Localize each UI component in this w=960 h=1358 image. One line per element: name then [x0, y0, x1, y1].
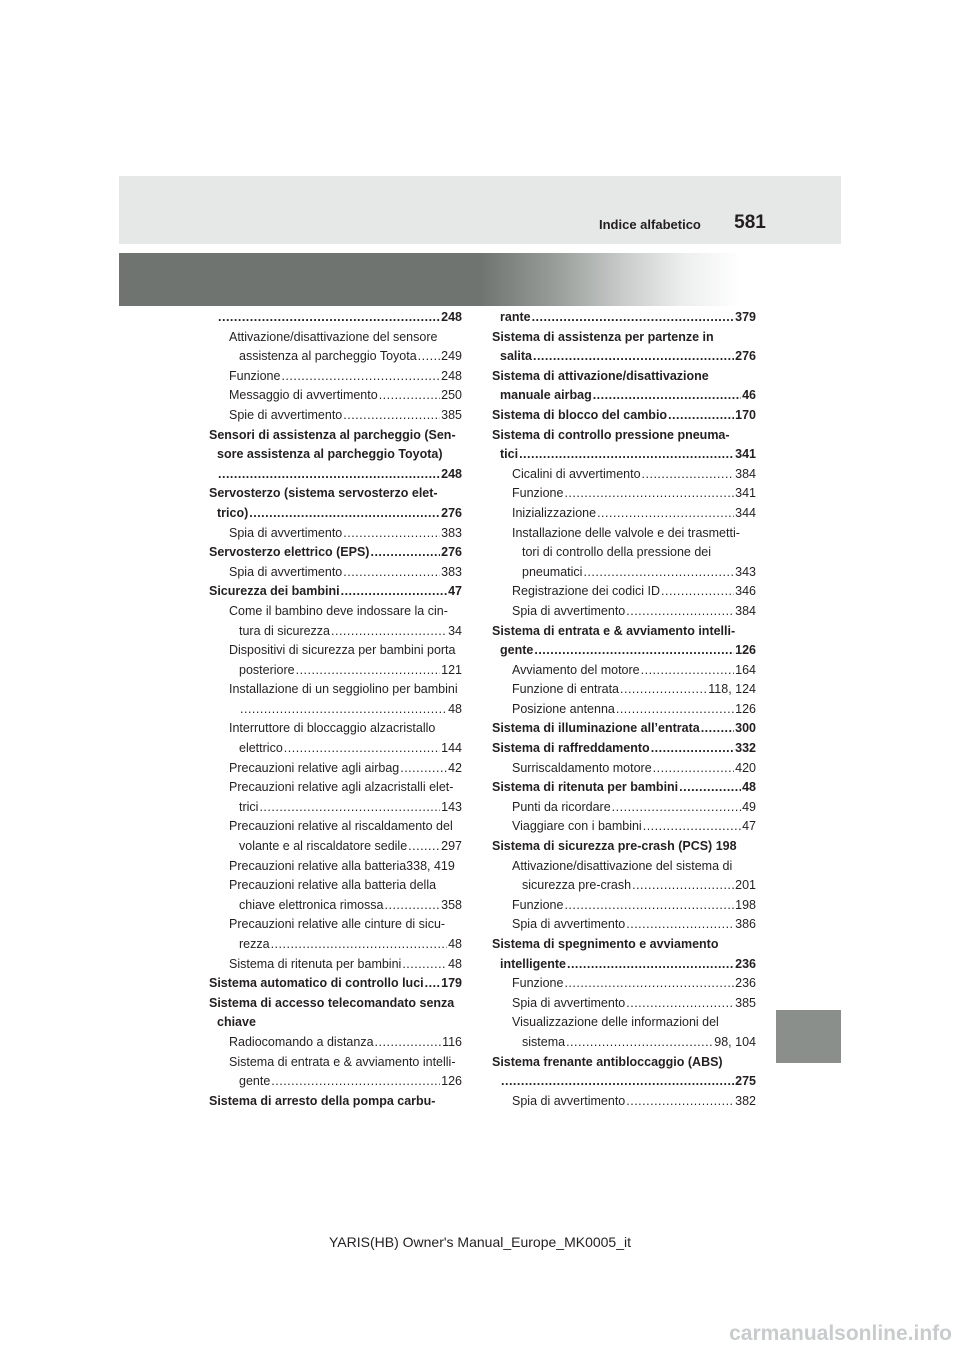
index-entry: [209, 661, 462, 681]
index-entry: [209, 622, 462, 642]
index-entry-text: Attivazione/disattivazione del sistema di: [512, 858, 733, 873]
index-entry-page: 126: [735, 643, 756, 658]
index-entry-page: 385: [735, 995, 756, 1010]
index-entry-text: Spia di avvertimento: [512, 1093, 626, 1108]
index-entry-page: 34: [448, 623, 462, 638]
dot-leader: [218, 308, 440, 328]
page-number: 581: [734, 212, 766, 233]
index-entry: [209, 837, 462, 857]
index-entry: [492, 857, 756, 877]
index-entry-page: 236: [735, 956, 756, 971]
dot-leader: [379, 386, 440, 406]
index-entry-text: Sistema di accesso telecomandato senza: [209, 995, 455, 1010]
index-entry: [209, 857, 462, 877]
index-entry-page: 48: [448, 956, 462, 971]
index-entry-text: Punti da ricordare: [512, 799, 611, 814]
header-gradient-bar: [119, 253, 841, 306]
index-entry: [209, 602, 462, 622]
index-entry-page: 48: [448, 701, 462, 716]
index-entry: [209, 1072, 462, 1092]
index-entry-page: 385: [441, 407, 462, 422]
index-entry-text: Funzione: [512, 486, 564, 501]
index-entry-text: Precauzioni relative agli airbag: [229, 760, 400, 775]
section-title: Indice alfabetico: [599, 217, 701, 232]
dot-leader: [385, 896, 441, 916]
index-entry-text: Cicalini di avvertimento: [512, 466, 641, 481]
dot-leader: [668, 406, 734, 426]
index-entry-text: Sistema automatico di controllo luci: [209, 976, 424, 991]
index-entry-page: 276: [441, 505, 462, 520]
index-entry-text: Funzione di entrata: [512, 682, 620, 697]
dot-leader: [259, 798, 440, 818]
index-entry-text: Sistema di controllo pressione pneuma-: [492, 427, 730, 442]
index-entry-text: Sistema di ritenuta per bambini: [492, 780, 679, 795]
dot-leader: [271, 1072, 440, 1092]
index-entry-text: Dispositivi di sicurezza per bambini porta: [229, 643, 456, 658]
index-entry: [492, 328, 756, 348]
index-entry: [209, 935, 462, 955]
index-entry: [209, 465, 462, 485]
index-entry-text: Funzione: [229, 368, 281, 383]
index-entry: [492, 386, 756, 406]
index-entry: [492, 406, 756, 426]
index-entry-page: 341: [735, 486, 756, 501]
index-entry-text: tici: [500, 447, 519, 462]
index-entry-text: Spie di avvertimento: [229, 407, 343, 422]
index-entry-page: 144: [441, 741, 462, 756]
index-entry-text: Funzione: [512, 976, 564, 991]
index-entry: [492, 308, 756, 328]
index-entry-text: Sistema di blocco del cambio: [492, 407, 668, 422]
index-entry: [209, 798, 462, 818]
index-entry-text: salita: [500, 349, 532, 364]
dot-leader: [653, 759, 734, 779]
index-entry: [492, 935, 756, 955]
index-entry-page: 248: [441, 310, 462, 324]
index-entry: [492, 817, 756, 837]
dot-leader: [341, 582, 448, 602]
index-entry-page: 179: [441, 976, 462, 991]
index-entry: [209, 641, 462, 661]
index-entry: [209, 524, 462, 544]
index-entry-text: elettrico: [239, 741, 283, 756]
index-entry-page: 48: [448, 937, 462, 951]
index-entry: [492, 563, 756, 583]
dot-leader: [402, 955, 447, 975]
index-entry-text: Avviamento del motore: [512, 662, 640, 677]
index-entry: [492, 759, 756, 779]
index-entry: [209, 582, 462, 602]
index-entry: [492, 719, 756, 739]
index-entry: [209, 974, 462, 994]
index-entry: [209, 406, 462, 426]
index-entry: [492, 1072, 756, 1092]
dot-leader: [370, 543, 440, 563]
index-entry-text: gente: [500, 643, 534, 658]
index-entry-text: volante e al riscaldatore sedile: [239, 839, 408, 854]
index-entry-text: Spia di avvertimento: [512, 917, 626, 932]
index-entry-text: Viaggiare con i bambini: [512, 819, 642, 834]
index-entry-text: Precauzioni relative alla batteria della: [229, 878, 437, 893]
index-entry-page: 344: [735, 505, 756, 520]
index-entry-text: Precauzioni relative alla batteria338, 419: [229, 858, 455, 873]
dot-leader: [566, 1033, 713, 1053]
index-entry: [209, 817, 462, 837]
index-entry-page: 384: [735, 603, 756, 618]
index-entry: [492, 661, 756, 681]
dot-leader: [679, 778, 741, 798]
dot-leader: [583, 563, 734, 583]
dot-leader: [593, 386, 741, 406]
index-entry: [492, 1053, 756, 1073]
dot-leader: [643, 817, 741, 837]
index-entry-page: 48: [742, 780, 756, 795]
index-entry-page: 250: [441, 388, 462, 403]
index-entry: [209, 308, 462, 328]
index-entry-page: 47: [448, 584, 462, 599]
index-entry: [492, 700, 756, 720]
index-entry-page: 198: [735, 897, 756, 912]
index-column-left: [209, 308, 462, 1111]
dot-leader: [534, 641, 734, 661]
index-entry-page: 121: [441, 662, 462, 677]
index-entry: [492, 445, 756, 465]
index-entry: [209, 445, 462, 465]
index-entry-text: Come il bambino deve indossare la cin-: [229, 603, 448, 618]
footer-manual-name: YARIS(HB) Owner's Manual_Europe_MK0005_it: [329, 1234, 631, 1250]
index-entry-text: Visualizzazione delle informazioni del: [512, 1015, 719, 1030]
dot-leader: [408, 837, 440, 857]
index-entry-text: Posizione antenna: [512, 701, 615, 716]
index-entry-page: 420: [735, 760, 756, 775]
watermark: carmanualsonline.info: [729, 1322, 952, 1345]
index-entry-page: 126: [735, 701, 756, 716]
index-entry-text: Installazione di un seggiolino per bambini: [229, 682, 458, 697]
index-entry-page: 249: [441, 349, 462, 364]
index-entry-text: Funzione: [512, 897, 564, 912]
dot-leader: [661, 582, 734, 602]
index-entry-text: pneumatici: [522, 564, 583, 579]
index-entry-page: 383: [441, 525, 462, 540]
index-entry-text: Servosterzo elettrico (EPS): [209, 545, 370, 560]
index-entry-text: Surriscaldamento motore: [512, 760, 652, 775]
index-entry: [209, 719, 462, 739]
index-entry: [492, 465, 756, 485]
index-entry: [209, 1013, 462, 1033]
index-entry: [209, 484, 462, 504]
dot-leader: [281, 367, 440, 387]
chapter-side-tab: [776, 1010, 841, 1063]
index-entry: [209, 543, 462, 563]
index-entry: [209, 1092, 462, 1112]
dot-leader: [271, 935, 448, 955]
index-entry: [209, 386, 462, 406]
index-entry: [209, 1033, 462, 1053]
dot-leader: [597, 504, 734, 524]
dot-leader: [343, 563, 440, 583]
dot-leader: [616, 700, 734, 720]
index-entry-text: Interruttore di bloccaggio alzacristallo: [229, 721, 436, 736]
index-entry-text: sicurezza pre-crash: [522, 878, 632, 893]
index-entry-page: 118, 124: [708, 682, 756, 697]
index-entry: [209, 915, 462, 935]
index-entry-text: Precauzioni relative al riscaldamento del: [229, 819, 453, 834]
index-entry: [209, 876, 462, 896]
index-entry-text: Inizializzazione: [512, 505, 597, 520]
index-entry: [209, 778, 462, 798]
index-entry: [492, 426, 756, 446]
index-entry: [209, 739, 462, 759]
index-entry-page: 343: [735, 564, 756, 579]
index-entry-page: 201: [735, 878, 756, 893]
index-entry-text: Spia di avvertimento: [512, 995, 626, 1010]
index-entry-text: Attivazione/disattivazione del sensore: [229, 329, 438, 344]
index-entry-page: 42: [448, 760, 462, 775]
index-entry-page: 341: [735, 447, 756, 462]
index-entry-page: 332: [735, 741, 756, 756]
index-entry-page: 275: [735, 1074, 756, 1089]
index-entry-page: 236: [735, 976, 756, 991]
index-entry-text: intelligente: [500, 956, 566, 971]
index-entry: [209, 504, 462, 524]
dot-leader: [701, 719, 734, 739]
dot-leader: [331, 622, 447, 642]
index-entry-page: 346: [735, 584, 756, 599]
index-entry: [492, 622, 756, 642]
dot-leader: [218, 465, 440, 485]
index-entry: [492, 504, 756, 524]
index-entry-text: Servosterzo (sistema servosterzo elet-: [209, 486, 438, 501]
index-entry: [209, 347, 462, 367]
dot-leader: [564, 484, 734, 504]
index-entry-text: chiave elettronica rimossa: [239, 897, 384, 912]
index-entry: [209, 1053, 462, 1073]
index-entry-page: 98, 104: [714, 1034, 756, 1049]
index-entry-text: posteriore: [239, 662, 295, 677]
index-entry-page: 358: [441, 897, 462, 912]
dot-leader: [626, 994, 734, 1014]
index-entry: [209, 955, 462, 975]
index-entry-text: Sensori di assistenza al parcheggio (Sen-: [209, 427, 456, 442]
index-entry-text: gente: [239, 1074, 271, 1089]
dot-leader: [641, 661, 735, 681]
index-entry-text: Sistema di ritenuta per bambini: [229, 956, 402, 971]
index-entry-text: Sicurezza dei bambini: [209, 584, 340, 599]
index-entry-text: trici: [239, 799, 259, 814]
index-entry-text: tura di sicurezza: [239, 623, 331, 638]
dot-leader: [612, 798, 741, 818]
dot-leader: [501, 1072, 734, 1092]
index-entry-page: 248: [441, 466, 462, 481]
index-entry-page: 248: [441, 368, 462, 383]
dot-leader: [249, 504, 440, 524]
index-entry-text: Sistema di entrata e & avviamento intelli-: [229, 1054, 456, 1069]
dot-leader: [400, 759, 447, 779]
index-entry-text: Sistema di assistenza per partenze in: [492, 329, 714, 344]
index-entry: [492, 896, 756, 916]
index-entry: [492, 367, 756, 387]
dot-leader: [564, 974, 734, 994]
dot-leader: [567, 955, 734, 975]
index-entry-text: Precauzioni relative alle cinture di sicu-: [229, 917, 446, 932]
index-entry: [492, 837, 756, 857]
index-entry-text: Spia di avvertimento: [229, 564, 343, 579]
dot-leader: [626, 602, 734, 622]
index-entry: [209, 563, 462, 583]
index-column-right: [492, 308, 756, 1111]
index-entry: [209, 328, 462, 348]
index-entry-text: rezza: [239, 937, 270, 951]
dot-leader: [626, 915, 734, 935]
index-entry-page: 300: [735, 721, 756, 736]
dot-leader: [284, 739, 440, 759]
index-entry-page: 383: [441, 564, 462, 579]
index-entry: [209, 367, 462, 387]
index-entry: [492, 524, 756, 544]
index-entry-page: 297: [441, 839, 462, 854]
index-entry-text: Sistema di attivazione/disattivazione: [492, 368, 709, 383]
index-entry-text: Sistema frenante antibloccaggio (ABS): [492, 1054, 723, 1069]
index-entry: [492, 484, 756, 504]
index-entry: [209, 759, 462, 779]
index-entry: [209, 680, 462, 700]
index-entry: [492, 739, 756, 759]
index-entry-text: Registrazione dei codici ID: [512, 584, 660, 599]
index-entry-page: 382: [735, 1093, 756, 1108]
dot-leader: [240, 700, 447, 720]
index-entry: [492, 602, 756, 622]
index-entry-text: Installazione delle valvole e dei trasmetti-: [512, 525, 740, 540]
index-entry-text: Sistema di raffreddamento: [492, 741, 650, 756]
index-entry-text: trico): [217, 505, 249, 520]
index-entry: [209, 994, 462, 1014]
index-entry-text: Sistema di entrata e & avviamento intelli-: [492, 623, 736, 638]
index-entry: [209, 426, 462, 446]
index-entry-text: Sistema di arresto della pompa carbu-: [209, 1093, 436, 1108]
index-entry-text: tori di controllo della pressione dei: [522, 545, 711, 560]
dot-leader: [532, 308, 735, 328]
dot-leader: [651, 739, 734, 759]
index-entry-page: 170: [735, 407, 756, 422]
index-entry-text: sistema: [522, 1034, 566, 1049]
index-entry-page: 164: [735, 662, 756, 677]
index-entry: [492, 543, 756, 563]
index-entry: [209, 896, 462, 916]
dot-leader: [564, 896, 734, 916]
index-entry: [492, 994, 756, 1014]
index-entry: [492, 876, 756, 896]
index-entry-text: assistenza al parcheggio Toyota: [239, 349, 417, 364]
index-entry-text: rante: [500, 310, 531, 324]
index-entry: [492, 680, 756, 700]
index-entry-page: 47: [742, 819, 756, 834]
index-entry-text: Sistema di sicurezza pre-crash (PCS) 198: [492, 839, 737, 854]
index-entry-page: 276: [735, 349, 756, 364]
index-entry: [492, 974, 756, 994]
index-entry: [492, 582, 756, 602]
index-entry-page: 386: [735, 917, 756, 932]
index-entry-text: Spia di avvertimento: [229, 525, 343, 540]
dot-leader: [296, 661, 441, 681]
dot-leader: [425, 974, 441, 994]
index-entry: [492, 1013, 756, 1033]
dot-leader: [418, 347, 440, 367]
index-entry-text: sore assistenza al parcheggio Toyota): [217, 447, 443, 462]
dot-leader: [343, 406, 440, 426]
index-entry-text: Messaggio di avvertimento: [229, 388, 378, 403]
index-entry-text: Sistema di spegnimento e avviamento: [492, 937, 719, 951]
index-entry: [492, 1033, 756, 1053]
index-entry-page: 384: [735, 466, 756, 481]
index-entry-page: 143: [441, 799, 462, 814]
index-entry-page: 126: [441, 1074, 462, 1089]
index-entry-page: 116: [442, 1034, 462, 1049]
index-entry: [492, 347, 756, 367]
dot-leader: [642, 465, 735, 485]
index-entry-page: 49: [742, 799, 756, 814]
dot-leader: [533, 347, 734, 367]
dot-leader: [620, 680, 707, 700]
dot-leader: [632, 876, 734, 896]
dot-leader: [375, 1033, 442, 1053]
index-entry: [492, 641, 756, 661]
dot-leader: [626, 1092, 734, 1112]
index-entry-text: chiave: [217, 1015, 256, 1030]
index-entry-text: Radiocomando a distanza: [229, 1034, 374, 1049]
index-entry-text: manuale airbag: [500, 388, 592, 403]
dot-leader: [343, 524, 440, 544]
index-entry-text: Precauzioni relative agli alzacristalli elet-: [229, 780, 454, 795]
index-entry: [492, 1092, 756, 1112]
index-entry-page: 276: [441, 545, 462, 560]
index-entry-text: Spia di avvertimento: [512, 603, 626, 618]
index-entry: [492, 955, 756, 975]
dot-leader: [519, 445, 734, 465]
index-entry-text: Sistema di illuminazione all’entrata: [492, 721, 700, 736]
index-entry: [492, 915, 756, 935]
index-entry: [492, 778, 756, 798]
index-entry-page: 46: [742, 388, 756, 403]
index-entry: [209, 700, 462, 720]
index-entry: [492, 798, 756, 818]
index-entry-page: 379: [735, 310, 756, 324]
